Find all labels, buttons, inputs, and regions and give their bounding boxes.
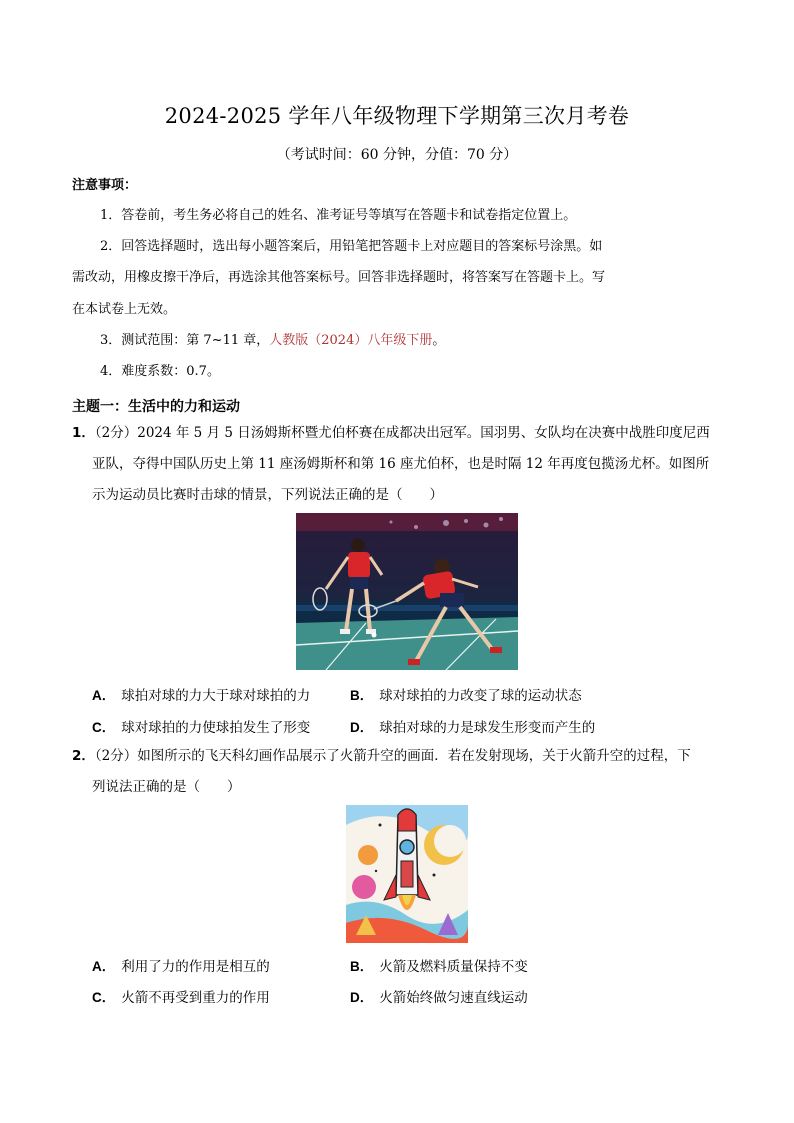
option-text: 球拍对球的力是球发生形变而产生的 <box>379 720 596 736</box>
notice-item-2-line-1: 2．回答选择题时，选出每小题答案后，用铅笔把答题卡上对应题目的答案标号涂黑。如 <box>100 239 603 254</box>
option-letter: D． <box>350 990 374 1005</box>
question-2-option-a[interactable] <box>92 955 270 975</box>
notice-item-3-suffix: 。 <box>432 333 446 348</box>
question-2-line-2: 列说法正确的是（ ） <box>92 779 241 795</box>
option-text: 火箭始终做匀速直线运动 <box>379 990 528 1006</box>
notice-item-3-prefix: 3．测试范围：第 7~11 章， <box>100 333 270 348</box>
section-heading: 主题一：生活中的力和运动 <box>72 399 240 415</box>
question-1-text-1: （2分）2024 年 5 月 5 日汤姆斯杯暨尤伯杯赛在成都决出冠军。国羽男、女队均在决赛中战胜印度尼西 <box>94 425 710 441</box>
option-letter: B． <box>350 959 374 974</box>
question-1-line-3: 示为运动员比赛时击球的情景，下列说法正确的是（ ） <box>92 487 443 503</box>
question-1-number: 1． <box>72 425 95 441</box>
option-letter: D． <box>350 720 374 735</box>
rocket-drawing <box>346 805 468 943</box>
question-1-option-c[interactable] <box>92 716 310 736</box>
option-text: 火箭及燃料质量保持不变 <box>379 959 528 975</box>
option-letter: A． <box>92 688 116 703</box>
option-letter: C． <box>92 990 116 1005</box>
option-text: 球对球拍的力改变了球的运动状态 <box>379 688 582 704</box>
question-2-number: 2． <box>72 748 95 764</box>
notice-item-2-line-2: 需改动，用橡皮擦干净后，再选涂其他答案标号。回答非选择题时，将答案写在答题卡上。写 <box>72 270 606 285</box>
option-text: 火箭不再受到重力的作用 <box>121 990 270 1006</box>
question-2-option-c[interactable] <box>92 986 270 1006</box>
question-2-option-b[interactable] <box>350 955 528 975</box>
notice-item-3-highlight: 人教版（2024）八年级下册 <box>269 333 433 348</box>
option-text: 球拍对球的力大于球对球拍的力 <box>121 688 311 704</box>
question-1-option-a[interactable] <box>92 684 310 704</box>
question-1-option-b[interactable] <box>350 684 582 704</box>
badminton-photo <box>296 513 518 670</box>
option-text: 利用了力的作用是相互的 <box>121 959 270 975</box>
notice-item-1: 1．答卷前，考生务必将自己的姓名、准考证号等填写在答题卡和试卷指定位置上。 <box>100 208 577 223</box>
exam-subtitle: （考试时间：60 分钟，分值：70 分） <box>276 147 518 163</box>
question-2-line-1 <box>72 746 691 766</box>
option-letter: B． <box>350 688 374 703</box>
exam-title: 2024-2025 学年八年级物理下学期第三次月考卷 <box>164 104 630 128</box>
option-text: 球对球拍的力使球拍发生了形变 <box>121 720 311 736</box>
notice-item-4: 4．难度系数：0.7。 <box>100 364 220 379</box>
option-letter: A． <box>92 959 116 974</box>
question-2-text-1: （2分）如图所示的飞天科幻画作品展示了火箭升空的画面．若在发射现场，关于火箭升空的过程，下 <box>94 748 691 764</box>
notice-label: 注意事项： <box>72 178 138 193</box>
notice-item-3 <box>100 332 445 350</box>
question-1-line-2: 亚队，夺得中国队历史上第 11 座汤姆斯杯和第 16 座尤伯杯，也是时隔 12 年再度包揽汤尤杯。如图所 <box>92 456 710 472</box>
question-1-line-1 <box>72 423 710 443</box>
question-2-option-d[interactable] <box>350 986 528 1006</box>
option-letter: C． <box>92 720 116 735</box>
notice-item-2-line-3: 在本试卷上无效。 <box>72 302 177 317</box>
question-1-option-d[interactable] <box>350 716 595 736</box>
